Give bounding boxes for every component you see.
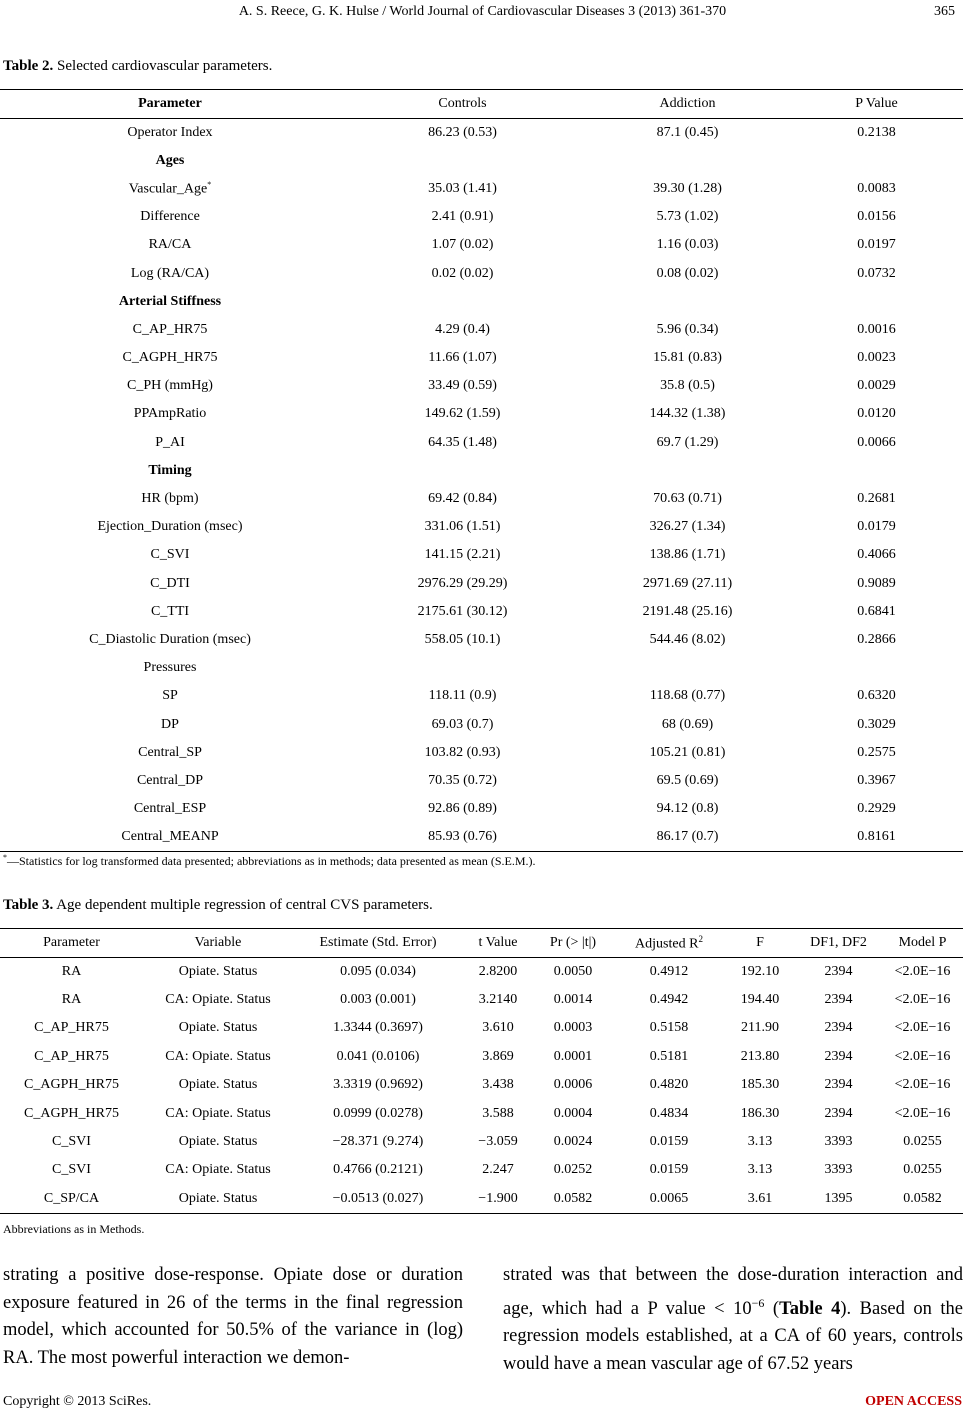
- table3-footnote: Abbreviations as in Methods.: [3, 1222, 145, 1236]
- table2-cell-addiction: 118.68 (0.77): [649, 688, 726, 704]
- table2-cell-pvalue: 0.0732: [857, 265, 896, 281]
- table3-body: [0, 958, 963, 1214]
- table2-cell-addiction: 15.81 (0.83): [653, 350, 722, 366]
- table3-header-pr: Pr (> |t|): [549, 935, 597, 950]
- table3-caption-text: Age dependent multiple regression of central CVS parameters.: [53, 897, 433, 913]
- table2-cell-addiction: 544.46 (8.02): [649, 631, 726, 647]
- table2-parameter-label: Central_SP: [138, 744, 202, 760]
- table2-empty-cell: [340, 147, 585, 175]
- table3-row: [0, 958, 963, 986]
- table2-cell-parameter: [0, 823, 340, 851]
- table2-parameter-label: Vascular_Age: [128, 181, 208, 197]
- table3-header-parameter: Parameter: [43, 935, 100, 950]
- table3-cell-adjusted-r2: 0.4942: [649, 992, 689, 1008]
- table2-cell-controls: 64.35 (1.48): [428, 434, 497, 450]
- table3-cell-tvalue: −3.059: [478, 1134, 518, 1150]
- table2-cell-controls: 11.66 (1.07): [428, 350, 497, 366]
- table2: [0, 89, 963, 852]
- table2-header-pvalue: P Value: [855, 96, 898, 111]
- table3-header-adjusted-r: Adjusted R: [635, 936, 699, 952]
- table2-empty-cell: [340, 288, 585, 316]
- table2-cell-parameter: [0, 429, 340, 457]
- table3-header-variable: Variable: [194, 935, 242, 950]
- table2-cell-parameter: [0, 682, 340, 710]
- table3-cell-pr: 0.0001: [553, 1048, 593, 1064]
- table2-cell-controls: 2175.61 (30.12): [417, 603, 508, 619]
- table2-cell-parameter: [0, 203, 340, 231]
- table2-cell-pvalue: 0.2138: [857, 124, 896, 140]
- table3-cell-adjusted-r2: 0.4912: [649, 963, 689, 979]
- table3-header-df: DF1, DF2: [810, 935, 867, 950]
- open-access-label: OPEN ACCESS: [865, 1394, 962, 1409]
- table3-cell-estimate: 3.3319 (0.9692): [333, 1077, 423, 1093]
- table2-empty-cell: [790, 147, 963, 175]
- table2-section-row: [0, 147, 963, 175]
- table2-cell-parameter: [0, 231, 340, 259]
- table3-row: [0, 1128, 963, 1156]
- table2-cell-addiction: 1.16 (0.03): [656, 237, 719, 253]
- table3-cell-adjusted-r2: 0.4820: [649, 1077, 689, 1093]
- table2-cell-controls: 118.11 (0.9): [428, 688, 497, 704]
- table2-cell-pvalue: 0.2575: [857, 744, 896, 760]
- table2-empty-cell: [790, 288, 963, 316]
- table2-header-controls: Controls: [438, 96, 487, 111]
- table2-cell-parameter: [0, 795, 340, 823]
- table3-cell-adjusted-r2: 0.5158: [649, 1020, 689, 1036]
- table2-cell-pvalue: 0.2866: [857, 631, 896, 647]
- table2-parameter-label: C_PH (mmHg): [127, 378, 213, 394]
- table2-empty-cell: [585, 147, 790, 175]
- table2-cell-controls: 85.93 (0.76): [428, 829, 497, 845]
- table3-cell-pr: 0.0252: [553, 1162, 593, 1178]
- table2-cell-pvalue: 0.0023: [857, 350, 896, 366]
- table3-cell-f: 211.90: [741, 1020, 779, 1036]
- table2-row: [0, 570, 963, 598]
- table2-parameter-label: C_TTI: [150, 603, 190, 619]
- table2-cell-pvalue: 0.3967: [857, 772, 896, 788]
- table2-cell-controls: 92.86 (0.89): [428, 801, 497, 817]
- table2-cell-parameter: [0, 710, 340, 738]
- table2-cell-pvalue: 0.0016: [857, 321, 896, 337]
- table3-cell-df: 3393: [824, 1162, 853, 1178]
- table3-cell-parameter: RA: [61, 992, 82, 1008]
- table2-parameter-label: Ejection_Duration (msec): [97, 519, 243, 535]
- table3-cell-model-p: <2.0E−16: [894, 963, 951, 979]
- table2-body: [0, 119, 963, 852]
- table3-cell-df: 2394: [824, 963, 853, 979]
- table3-cell-variable: CA: Opiate. Status: [165, 1048, 271, 1064]
- table2-cell-pvalue: 0.2681: [857, 491, 896, 507]
- table3-cell-variable: CA: Opiate. Status: [165, 992, 271, 1008]
- table2-parameter-sup: *: [207, 180, 212, 190]
- table2-row: [0, 344, 963, 372]
- table3-header-model-p: Model P: [898, 935, 947, 950]
- table2-section-label: Pressures: [143, 660, 197, 676]
- table3-cell-parameter: C_AP_HR75: [34, 1048, 109, 1064]
- table2-cell-addiction: 68 (0.69): [661, 716, 714, 732]
- table3-header-estimate: Estimate (Std. Error): [319, 935, 437, 950]
- table2-parameter-label: Central_ESP: [133, 801, 207, 817]
- table2-cell-parameter: [0, 739, 340, 767]
- table2-parameter-label: PPAmpRatio: [133, 406, 207, 422]
- table2-row: [0, 400, 963, 428]
- table2-cell-pvalue: 0.3029: [857, 716, 896, 732]
- table2-cell-addiction: 87.1 (0.45): [656, 124, 719, 140]
- table2-cell-addiction: 0.08 (0.02): [656, 265, 719, 281]
- table2-empty-cell: [585, 654, 790, 682]
- table2-cell-pvalue: 0.0179: [857, 519, 896, 535]
- table2-cell-pvalue: 0.0156: [857, 209, 896, 225]
- table3-cell-adjusted-r2: 0.5181: [649, 1048, 689, 1064]
- table2-cell-controls: 35.03 (1.41): [428, 180, 497, 196]
- table2-section-row: [0, 457, 963, 485]
- table2-cell-pvalue: 0.0029: [857, 378, 896, 394]
- table3-cell-f: 186.30: [740, 1105, 780, 1121]
- table3-cell-estimate: 0.0999 (0.0278): [333, 1105, 423, 1121]
- table3-cell-tvalue: 2.247: [482, 1162, 514, 1178]
- table3-row: [0, 1071, 963, 1099]
- table2-cell-parameter: [0, 175, 340, 203]
- table2-header-row: [0, 90, 963, 119]
- table2-cell-addiction: 70.63 (0.71): [653, 491, 722, 507]
- table3-cell-parameter: C_AP_HR75: [34, 1020, 109, 1036]
- running-header: [0, 4, 965, 24]
- table3-cell-model-p: <2.0E−16: [894, 1048, 951, 1064]
- table3-cell-estimate: 0.095 (0.034): [340, 963, 416, 979]
- table3-cell-tvalue: 2.8200: [478, 963, 518, 979]
- running-title: A. S. Reece, G. K. Hulse / World Journal of Cardiovascular Diseases 3 (2013) 361-370: [238, 4, 727, 19]
- table3-header-tvalue: t Value: [478, 935, 518, 950]
- table2-parameter-label: Log (RA/CA): [130, 265, 210, 281]
- table3-row: [0, 986, 963, 1014]
- table3-cell-variable: Opiate. Status: [178, 1190, 258, 1206]
- table2-row: [0, 541, 963, 569]
- table3-cell-tvalue: 3.438: [482, 1077, 514, 1093]
- table2-row: [0, 485, 963, 513]
- table2-row: [0, 231, 963, 259]
- table2-cell-controls: 331.06 (1.51): [424, 519, 501, 535]
- table2-cell-pvalue: 0.8161: [857, 829, 896, 845]
- table2-parameter-label: SP: [162, 688, 178, 704]
- table3-row: [0, 1014, 963, 1042]
- table2-cell-addiction: 144.32 (1.38): [649, 406, 726, 422]
- table3-cell-variable: CA: Opiate. Status: [165, 1105, 271, 1121]
- table2-parameter-label: Difference: [140, 209, 200, 225]
- table3-row: [0, 1043, 963, 1071]
- table3-cell-model-p: <2.0E−16: [894, 1077, 951, 1093]
- table3-cell-adjusted-r2: 0.0065: [649, 1190, 689, 1206]
- table2-row: [0, 259, 963, 287]
- table3-cell-model-p: <2.0E−16: [894, 1020, 951, 1036]
- table3-row: [0, 1099, 963, 1127]
- table2-row: [0, 429, 963, 457]
- table3-cell-f: 185.30: [740, 1077, 780, 1093]
- table2-cell-controls: 558.05 (10.1): [424, 631, 501, 647]
- table3-cell-parameter: C_SVI: [52, 1162, 91, 1178]
- table2-cell-parameter: [0, 513, 340, 541]
- table2-cell-addiction: 2971.69 (27.11): [642, 575, 733, 591]
- table2-row: [0, 203, 963, 231]
- body-right-paren: (: [764, 1298, 780, 1319]
- table2-caption-text: Selected cardiovascular parameters.: [53, 58, 273, 74]
- table2-section-row: [0, 654, 963, 682]
- table2-cell-addiction: 5.96 (0.34): [656, 321, 719, 337]
- table3-cell-pr: 0.0582: [553, 1190, 593, 1206]
- table3-cell-tvalue: −1.900: [478, 1190, 518, 1206]
- table2-empty-cell: [585, 457, 790, 485]
- table2-cell-controls: 70.35 (0.72): [428, 772, 497, 788]
- table3-cell-parameter: C_SP/CA: [43, 1190, 100, 1206]
- table3-cell-parameter: C_AGPH_HR75: [24, 1105, 119, 1121]
- table2-parameter-label: C_AP_HR75: [132, 321, 208, 337]
- table2-cell-addiction: 39.30 (1.28): [653, 180, 722, 196]
- table2-cell-parameter: [0, 372, 340, 400]
- table2-row: [0, 767, 963, 795]
- table3-cell-df: 3393: [824, 1134, 853, 1150]
- table2-cell-pvalue: 0.2929: [857, 801, 896, 817]
- table3-header-r2-sup: 2: [698, 933, 703, 944]
- table3-cell-pr: 0.0004: [553, 1105, 593, 1121]
- table2-empty-cell: [790, 654, 963, 682]
- table2-parameter-label: C_DTI: [150, 575, 190, 591]
- table3-cell-f: 194.40: [740, 992, 780, 1008]
- table2-cell-controls: 86.23 (0.53): [428, 124, 497, 140]
- table2-cell-parameter: [0, 570, 340, 598]
- table3-cell-model-p: 0.0255: [903, 1162, 942, 1178]
- table2-cell-parameter: [0, 767, 340, 795]
- table3-cell-tvalue: 3.610: [482, 1020, 514, 1036]
- table2-row: [0, 626, 963, 654]
- table2-cell-parameter: [0, 485, 340, 513]
- table2-cell-controls: 69.03 (0.7): [431, 716, 494, 732]
- table3-cell-estimate: 0.003 (0.001): [340, 992, 416, 1008]
- table2-cell-controls: 0.02 (0.02): [431, 265, 494, 281]
- table2-cell-parameter: [0, 598, 340, 626]
- table2-parameter-label: C_AGPH_HR75: [122, 350, 218, 366]
- table2-parameter-label: HR (bpm): [141, 491, 199, 507]
- table3-cell-estimate: 0.041 (0.0106): [336, 1048, 420, 1064]
- table2-row: [0, 682, 963, 710]
- table2-cell-addiction: 326.27 (1.34): [649, 519, 726, 535]
- table2-cell-controls: 103.82 (0.93): [424, 744, 501, 760]
- table2-parameter-label: P_AI: [155, 434, 185, 450]
- table2-parameter-label: RA/CA: [148, 237, 192, 253]
- body-right-text-b: ). Based on the regression models established, at a CA of 60 years, controls would have a mean vascular age of 67.52 years: [503, 1298, 963, 1374]
- table3-cell-variable: Opiate. Status: [178, 1020, 258, 1036]
- table3-cell-model-p: <2.0E−16: [894, 1105, 951, 1121]
- table2-cell-addiction: 138.86 (1.71): [649, 547, 726, 563]
- table3-header-f: F: [756, 935, 764, 950]
- table2-row: [0, 710, 963, 738]
- table2-footnote-mark: *: [3, 853, 7, 862]
- table3-cell-pr: 0.0024: [553, 1134, 593, 1150]
- table2-row: [0, 739, 963, 767]
- table2-section-label: Arterial Stiffness: [118, 293, 222, 309]
- table3-row: [0, 1185, 963, 1213]
- table3-cell-df: 2394: [824, 1077, 853, 1093]
- table2-cell-parameter: [0, 119, 340, 147]
- table2-section-label: Timing: [148, 462, 192, 478]
- table2-empty-cell: [585, 288, 790, 316]
- table3-cell-f: 3.61: [747, 1190, 773, 1206]
- table2-cell-pvalue: 0.0120: [857, 406, 896, 422]
- table3-cell-adjusted-r2: 0.4834: [649, 1105, 689, 1121]
- table2-section-row: [0, 288, 963, 316]
- table2-cell-parameter: [0, 259, 340, 287]
- table2-cell-controls: 1.07 (0.02): [431, 237, 494, 253]
- table2-cell-controls: 2976.29 (29.29): [417, 575, 508, 591]
- table2-cell-pvalue: 0.9089: [857, 575, 896, 591]
- body-text-right-column: [503, 1262, 963, 1378]
- table2-parameter-label: C_Diastolic Duration (msec): [89, 631, 251, 647]
- table2-cell-controls: 4.29 (0.4): [435, 321, 490, 337]
- table2-cell-parameter: [0, 316, 340, 344]
- table2-caption-label: Table 2.: [3, 58, 54, 74]
- table2-cell-controls: 2.41 (0.91): [431, 209, 494, 225]
- table2-empty-cell: [790, 457, 963, 485]
- table2-row: [0, 598, 963, 626]
- body-right-text-a: strated was that between the dose-duration interaction and age, which had a P value < 10: [503, 1265, 963, 1319]
- body-text-left-column: strating a positive dose-response. Opiate dose or duration exposure featured in 26 of the terms in the final regression model, which accounted for 50.5% of the variance in (log) RA. The most powerful interaction we demon-: [3, 1265, 463, 1368]
- table2-footnote-text: —Statistics for log transformed data presented; abbreviations as in methods; data presented as mean (S.E.M.).: [7, 854, 536, 868]
- table2-parameter-label: DP: [161, 716, 179, 732]
- table2-header-addiction: Addiction: [659, 96, 716, 111]
- table2-cell-parameter: [0, 626, 340, 654]
- table2-row: [0, 119, 963, 147]
- table3-cell-adjusted-r2: 0.0159: [649, 1134, 689, 1150]
- table3-cell-parameter: RA: [61, 963, 82, 979]
- table3-cell-parameter: C_AGPH_HR75: [24, 1077, 119, 1093]
- table2-parameter-label: Central_MEANP: [121, 829, 219, 845]
- table3-cell-pr: 0.0006: [553, 1077, 593, 1093]
- table3-cell-tvalue: 3.2140: [478, 992, 518, 1008]
- table3-header-row: [0, 929, 963, 958]
- table3-cell-parameter: C_SVI: [52, 1134, 91, 1150]
- table3-cell-tvalue: 3.588: [482, 1105, 514, 1121]
- table2-caption: [3, 58, 272, 75]
- table3-cell-f: 192.10: [740, 963, 780, 979]
- body-right-exponent: −6: [751, 1295, 765, 1310]
- table2-empty-cell: [340, 457, 585, 485]
- table3-cell-model-p: 0.0255: [903, 1134, 942, 1150]
- table2-cell-controls: 149.62 (1.59): [424, 406, 501, 422]
- table2-cell-addiction: 69.5 (0.69): [656, 772, 719, 788]
- table3-cell-tvalue: 3.869: [482, 1048, 514, 1064]
- table3: [0, 928, 963, 1214]
- table3-caption: [3, 897, 433, 914]
- table2-cell-addiction: 94.12 (0.8): [656, 801, 719, 817]
- table3-cell-variable: Opiate. Status: [178, 1134, 258, 1150]
- table2-cell-pvalue: 0.6841: [857, 603, 896, 619]
- table3-cell-df: 2394: [824, 1105, 853, 1121]
- page-number: 365: [934, 4, 955, 19]
- table2-cell-addiction: 2191.48 (25.16): [642, 603, 733, 619]
- table3-cell-estimate: 1.3344 (0.3697): [333, 1020, 423, 1036]
- table3-cell-model-p: <2.0E−16: [894, 992, 951, 1008]
- table3-cell-pr: 0.0050: [553, 963, 593, 979]
- table2-row: [0, 175, 963, 203]
- table3-cell-df: 2394: [824, 1020, 853, 1036]
- table2-parameter-label: C_SVI: [150, 547, 190, 563]
- copyright-footer: Copyright © 2013 SciRes.: [3, 1394, 152, 1409]
- table2-cell-parameter: [0, 400, 340, 428]
- table3-cell-f: 3.13: [747, 1162, 773, 1178]
- table2-cell-controls: 141.15 (2.21): [424, 547, 501, 563]
- table3-cell-variable: Opiate. Status: [178, 963, 258, 979]
- table3-cell-df: 1395: [824, 1190, 853, 1206]
- table3-cell-df: 2394: [824, 1048, 853, 1064]
- table4-reference-link[interactable]: Table 4: [779, 1298, 841, 1319]
- table3-cell-df: 2394: [824, 992, 853, 1008]
- table2-section-label: Ages: [155, 152, 185, 168]
- table3-cell-variable: CA: Opiate. Status: [165, 1162, 271, 1178]
- table2-row: [0, 372, 963, 400]
- table2-cell-addiction: 35.8 (0.5): [660, 378, 715, 394]
- table2-parameter-label: Operator Index: [127, 124, 213, 140]
- table3-row: [0, 1156, 963, 1184]
- table2-empty-cell: [340, 654, 585, 682]
- table2-cell-pvalue: 0.0083: [857, 180, 896, 196]
- table2-cell-addiction: 69.7 (1.29): [656, 434, 719, 450]
- table2-parameter-label: Central_DP: [136, 772, 204, 788]
- table2-footnote: [3, 853, 536, 869]
- table2-cell-controls: 69.42 (0.84): [428, 491, 497, 507]
- table3-cell-estimate: −28.371 (9.274): [332, 1134, 424, 1150]
- table2-row: [0, 823, 963, 851]
- table3-cell-pr: 0.0003: [553, 1020, 593, 1036]
- table3-cell-variable: Opiate. Status: [178, 1077, 258, 1093]
- table2-cell-controls: 33.49 (0.59): [428, 378, 497, 394]
- table2-cell-addiction: 5.73 (1.02): [656, 209, 719, 225]
- table3-cell-estimate: 0.4766 (0.2121): [333, 1162, 423, 1178]
- table3-cell-adjusted-r2: 0.0159: [649, 1162, 689, 1178]
- table2-cell-pvalue: 0.0197: [857, 237, 896, 253]
- table2-row: [0, 795, 963, 823]
- table2-cell-pvalue: 0.6320: [857, 688, 896, 704]
- table2-header-parameter: Parameter: [138, 96, 202, 111]
- table2-cell-parameter: [0, 344, 340, 372]
- table2-row: [0, 513, 963, 541]
- table2-cell-addiction: 105.21 (0.81): [649, 744, 726, 760]
- table3-header-adjusted-r2: [613, 929, 725, 958]
- table3-cell-model-p: 0.0582: [903, 1190, 942, 1206]
- table2-cell-pvalue: 0.0066: [857, 434, 896, 450]
- table2-cell-addiction: 86.17 (0.7): [656, 829, 719, 845]
- table3-cell-f: 3.13: [747, 1134, 773, 1150]
- table2-cell-parameter: [0, 541, 340, 569]
- table2-cell-pvalue: 0.4066: [857, 547, 896, 563]
- table3-cell-f: 213.80: [740, 1048, 780, 1064]
- table3-cell-estimate: −0.0513 (0.027): [332, 1190, 424, 1206]
- table2-row: [0, 316, 963, 344]
- table3-caption-label: Table 3.: [3, 897, 54, 913]
- table3-cell-pr: 0.0014: [553, 992, 593, 1008]
